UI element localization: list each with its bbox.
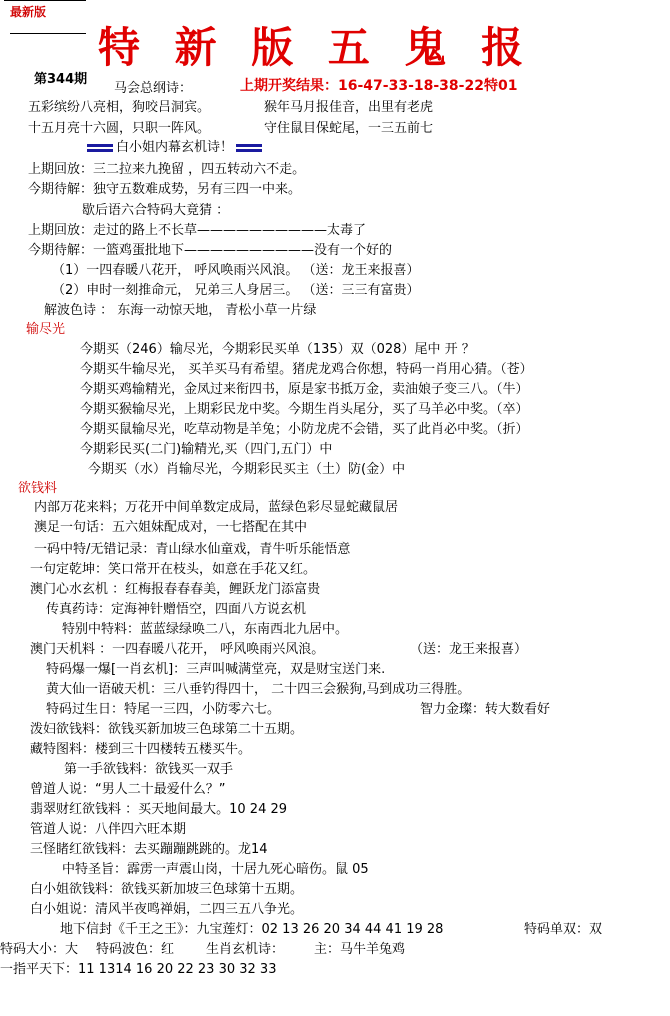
xiehouyu-hint: （1）一四春暖八花开， 呼风唤雨兴风浪。 （送：龙王来报喜）: [52, 263, 420, 278]
mrs-bai-heading: [84, 140, 265, 156]
money-line: 主：马牛羊兔鸡: [314, 942, 406, 957]
color-poem: 解波色诗 ： 东海一动惊天地， 青松小草一片绿: [44, 303, 317, 318]
xiehouyu-review: 上期回放：走过的路上不长草——————————太毒了: [28, 223, 367, 238]
money-line: 特码波色：红: [96, 942, 175, 957]
poem-line: 五彩缤纷八亮相，狗咬吕洞宾。: [28, 100, 211, 115]
money-line: 翡翠财红欲钱料 ：买天地间最大。10 24 29: [30, 802, 288, 817]
lose-all-line: 今期买（246）输尽光，今期彩民买单（135）双（028）尾中 开 ？: [80, 342, 475, 357]
money-line: 管道人说：八伴四六旺本期: [30, 822, 187, 837]
money-line: 泼妇欲钱料：欲钱买新加坡三色球第二十五期。: [30, 722, 304, 737]
money-line: 地下信封《千王之王》：九宝莲灯：02 13 26 20 34 44 41 19 28: [60, 922, 444, 937]
last-draw-result: 上期开奖结果：16-47-33-18-38-22特01: [240, 78, 518, 94]
lose-all-line: 今期买鸡输精光，金凤过来衔四书，原是家书抵万金，卖油娘子变三八。（牛）: [80, 382, 529, 397]
badge-underline: [10, 33, 86, 34]
mrs-bai-title: 白小姐内幕玄机诗！: [116, 140, 234, 155]
mrs-bai-review: 上期回放：三二拉来九挽留 ，四五转动六不走。: [28, 162, 306, 177]
money-line: 白小姐说：清风半夜鸣禅娟，二四三五八争光。: [30, 902, 304, 917]
money-heading: 欲钱料: [18, 481, 58, 496]
poem-line: 猴年马月报佳音，出里有老虎: [264, 100, 434, 115]
money-line: 传真药诗：定海神针赠悟空，四面八方说玄机: [46, 602, 307, 617]
latest-badge: 最新版: [10, 5, 47, 19]
money-line: 内部万花来料；万花开中间单数定成局，蓝绿色彩尽显蛇藏鼠居: [34, 500, 399, 515]
lose-all-line: 今期买鼠输尽光，吃草动物是羊兔；小防龙虎不会错，买了此肖必中奖。（折）: [80, 422, 529, 437]
money-line: 澳门心水玄机 ：红梅报春春春美，鲤跃龙门添富贵: [30, 582, 321, 597]
money-line: 智力金璨：转大数看好: [420, 702, 551, 717]
lose-all-line: 今期买（水）肖输尽光，今期彩民买主（土）防(金）中: [88, 462, 406, 477]
double-bar-icon: [87, 144, 113, 152]
issue-number: 第344期: [34, 72, 88, 87]
xiehouyu-hint: （2）申时一刻推命元， 兄弟三人身居三。 （送：三三有富贵）: [52, 283, 420, 298]
lose-all-heading: 输尽光: [26, 322, 66, 337]
money-line: 一码中特/无错记录：青山绿水仙童戏，青牛听乐能悟意: [34, 542, 351, 557]
page-title: 特 新 版 五 鬼 报: [98, 23, 534, 72]
money-line: 特别中特料：蓝蓝绿绿唤二八，东南西北九居中。: [62, 622, 349, 637]
money-line: 特码单双：双: [524, 922, 603, 937]
money-line: 澳足一句话：五六姐妹配成对，一七搭配在其中: [34, 520, 308, 535]
money-line: 藏特图料：楼到三十四楼转五楼买牛。: [30, 742, 252, 757]
poem-line: 十五月亮十六圆，只职一阵风。: [28, 121, 211, 136]
money-line: （送：龙王来报喜）: [410, 642, 528, 657]
money-line: 澳门天机料 ：一四春暖八花开， 呼风唤雨兴风浪。: [30, 642, 325, 657]
money-line: 特码过生日：特尾一三四，小防零六七。: [46, 702, 281, 717]
lose-all-line: 今期买猴输尽光，上期彩民龙中奖。今期生肖头尾分，买了马羊必中奖。（卒）: [80, 402, 529, 417]
lose-all-line: 今期买牛输尽光， 买羊买马有希望。猪虎龙鸡合你想，特码一肖用心猜。（苍）: [80, 362, 533, 377]
money-line: 曾道人说：“男人二十最爱什么？”: [30, 782, 226, 797]
double-bar-icon: [236, 144, 262, 152]
money-line: 白小姐欲钱料：欲钱买新加坡三色球第十五期。: [30, 882, 304, 897]
mrs-bai-explain: 今期待解：独守五数难成势，另有三四一中来。: [28, 182, 302, 197]
money-line: 第一手欲钱料：欲钱买一双手: [64, 762, 234, 777]
money-line: 特码大小：大: [0, 942, 79, 957]
poem-line: 守住鼠目保蛇尾，一三五前七: [264, 121, 434, 136]
money-line: 生肖玄机诗：: [206, 942, 285, 957]
money-line: 一句定乾坤：笑口常开在枝头，如意在手花又红。: [30, 562, 317, 577]
money-line: 特码爆一爆[一肖玄机]：三声叫喊满堂亮，双是财宝送门来.: [46, 662, 386, 677]
poem-label: 马会总纲诗：: [114, 81, 193, 96]
money-line: 黄大仙一语破天机：三八垂钓得四十， 二十四三会猴狗,马到成功三得胜。: [46, 682, 471, 697]
xiehouyu-title: 歇后语六合特码大竟猜 ：: [82, 203, 230, 218]
money-line: 中特圣旨：霹雳一声震山岗，十居九死心暗伤。鼠 05: [62, 862, 369, 877]
top-rule: [4, 0, 86, 1]
lose-all-line: 今期彩民买(二门)输精光,买（四门,五门）中: [80, 442, 333, 457]
xiehouyu-explain: 今期待解：一篮鸡蛋批地下——————————没有一个好的: [28, 243, 393, 258]
money-line: 一指平天下：11 1314 16 20 22 23 30 32 33: [0, 962, 277, 977]
money-line: 三怪睹红欲钱料：去买蹦蹦跳跳的。龙14: [30, 842, 268, 857]
